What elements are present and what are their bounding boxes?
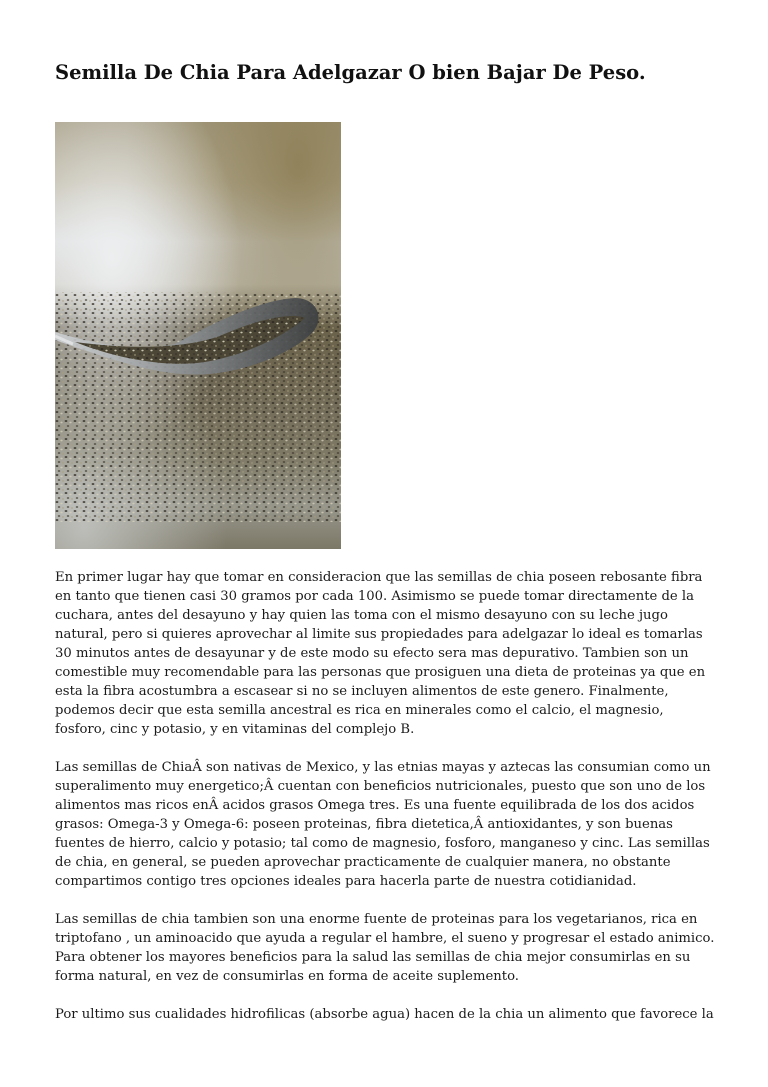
document-title: Semilla De Chia Para Adelgazar O bien Bajar De Peso. [55,61,646,84]
paragraph-1: En primer lugar hay que tomar en consideracion que las semillas de chia poseen rebosante fibra en tanto que tienen casi 30 gramos por cada 100. Asimismo se puede tomar directamente de la cuchara, antes del desayuno y hay quien las toma con el mismo desayuno con su leche jugo natural, pero si quieres aprovechar al limite sus propiedades para adelgazar lo ideal es tomarlas 30 minutos antes de desayunar y de este modo su efecto sera mas depurativo. Tambien son un comestible muy recomendable para las personas que prosiguen una dieta de proteinas ya que en esta la fibra acostumbra a escasear si no se incluyen alimentos de este genero. Finalmente, podemos decir que esta semilla ancestral es rica en minerales como el calcio, el magnesio, fosforo, cinc y potasio, y en vitaminas del complejo B. [55,570,706,737]
photo-illustration [55,122,341,549]
chia-seeds-spoon-photo [55,122,341,549]
paragraph-4: Por ultimo sus cualidades hidrofilicas (absorbe agua) hacen de la chia un alimento que favorece la [55,1007,714,1022]
paragraph-3: Las semillas de chia tambien son una enorme fuente de proteinas para los vegetarianos, rica en triptofano , un aminoacido que ayuda a regular el hambre, el sueno y progresar el estado animico. Para obtener los mayores beneficios para la salud las semillas de chia mejor consumirlas en su forma natural, en vez de consumirlas en forma de aceite suplemento. [55,912,715,984]
paragraph-2: Las semillas de ChiaÂ son nativas de Mexico, y las etnias mayas y aztecas las consumian como un superalimento muy energetico;Â cuentan con beneficios nutricionales, puesto que son uno de los alimentos mas ricos enÂ acidos grasos Omega tres. Es una fuente equilibrada de los dos acidos grasos: Omega-3 y Omega-6: poseen proteinas, fibra dietetica,Â antioxidantes, y son buenas fuentes de hierro, calcio y potasio; tal como de magnesio, fosforo, manganeso y cinc. Las semillas de chia, en general, se pueden aprovechar practicamente de cualquier manera, no obstante compartimos contigo tres opciones ideales para hacerla parte de nuestra cotidianidad. [55,760,711,889]
article-body [55,568,715,1043]
